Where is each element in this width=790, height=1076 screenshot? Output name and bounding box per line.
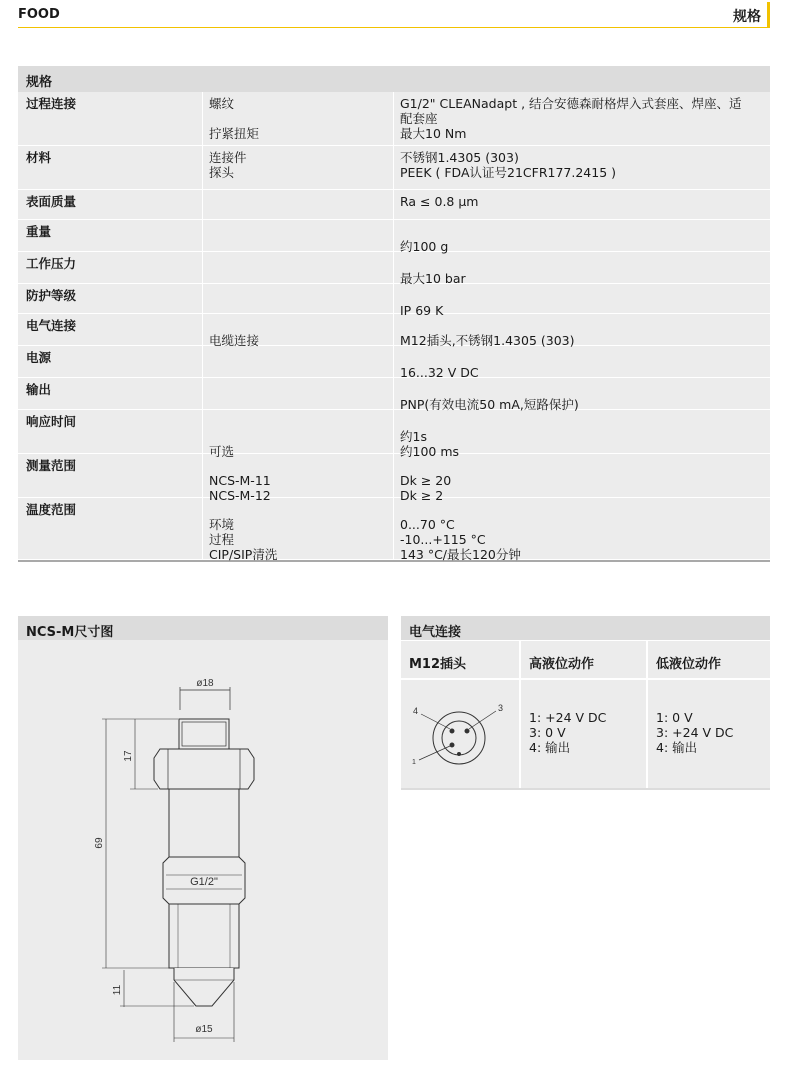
spec-sublabel: 连接件 [209,150,247,165]
spec-value: PEEK ( FDA认证号21CFR177.2415 ) [400,165,617,180]
low-pin-4: 4: 输出 [656,740,698,755]
spec-sublabel: 探头 [209,165,235,180]
pin-3-label: 3 [498,703,504,713]
spec-row [18,252,770,284]
dimension-drawing [18,640,388,1060]
electrical-column-headers [401,640,770,678]
spec-value [400,502,756,517]
spec-value [400,382,756,397]
spec-value [400,288,756,303]
spec-row-label: 温度范围 [26,502,77,517]
spec-row-label: 电源 [26,350,52,365]
spec-sublabel: 环境 [209,517,235,532]
spec-sublabel [209,111,393,126]
spec-row-values [394,190,770,219]
spec-value: 0...70 °C [400,517,455,532]
spec-row-label: 输出 [26,382,52,397]
page-header-bar [18,2,770,28]
spec-sublabel [209,414,393,429]
spec-row-values [394,410,770,459]
spec-row-sublabels [202,92,394,145]
spec-sublabel: 电缆连接 [209,333,260,348]
spec-sublabel [209,502,393,517]
spec-row [18,498,770,560]
spec-value [400,256,756,271]
spec-row-sublabels [202,498,394,562]
electrical-wiring-row [401,678,770,788]
spec-value [400,414,756,429]
spec-row-sublabels [202,284,394,313]
spec-sublabel [209,458,393,473]
spec-sublabel: 螺纹 [209,96,235,111]
page-title: 规格 [733,9,761,25]
spec-row [18,190,770,220]
dim-thread-label: G1/2" [190,876,218,888]
spec-row-sublabels [202,146,394,189]
m12-connector-icon [401,680,521,788]
high-pin-1: 1: +24 V DC [529,710,607,725]
spec-row [18,454,770,503]
dim-total-height: 69 [94,837,105,849]
low-level-wiring [648,680,770,788]
spec-table [18,66,770,562]
high-pin-4: 4: 输出 [529,740,571,755]
spec-row-values [394,346,770,380]
spec-row-values [394,146,770,189]
spec-value [400,318,756,333]
spec-value: 143 °C/最长120分钟 [400,547,521,562]
spec-row-sublabels [202,454,394,503]
spec-value: Dk ≥ 20 [400,473,452,488]
spec-row-label: 测量范围 [26,458,77,473]
spec-row [18,146,770,190]
divider [401,788,770,790]
spec-sublabel [209,429,393,444]
spec-row-values [394,220,770,254]
low-pin-3: 3: +24 V DC [656,725,734,740]
spec-value: IP 69 K [400,303,444,318]
dim-thread-height: 17 [123,750,134,762]
spec-row-sublabels [202,190,394,219]
spec-row-label: 表面质量 [26,194,77,209]
spec-row [18,92,770,146]
spec-row-label: 材料 [26,150,52,165]
spec-value: 不锈钢1.4305 (303) [400,150,519,165]
spec-value: PNP(有效电流50 mA,短路保护) [400,397,579,412]
spec-row [18,314,770,346]
electrical-connection-panel [401,616,770,790]
high-pin-3: 3: 0 V [529,725,566,740]
spec-row-sublabels [202,314,394,348]
column-low-level: 低液位动作 [656,657,722,672]
spec-rows [18,92,770,560]
spec-value: 约100 g [400,239,449,254]
spec-value: G1/2" CLEANadapt , 结合安德森耐格焊入式套座、焊座、适 [400,96,742,111]
spec-row-label: 重量 [26,224,52,239]
spec-value: 16...32 V DC [400,365,479,380]
spec-value [400,350,756,365]
spec-value: 最大10 Nm [400,126,467,141]
pin-1-label: 1 [412,759,416,766]
spec-table-title: 规格 [18,66,770,92]
electrical-connection-title: 电气连接 [401,616,770,640]
dim-tip-height: 11 [112,984,123,996]
spec-row-label: 过程连接 [26,96,77,111]
spec-row-sublabels [202,220,394,251]
spec-value: -10...+115 °C [400,532,486,547]
spec-value: 约1s [400,429,427,444]
spec-row-sublabels [202,410,394,459]
spec-row-label: 防护等级 [26,288,77,303]
spec-value: 最大10 bar [400,271,466,286]
spec-row-sublabels [202,346,394,377]
dim-tip-diameter: ø15 [195,1024,213,1035]
low-pin-1: 1: 0 V [656,710,693,725]
spec-row-sublabels [202,252,394,283]
spec-sublabel: NCS-M-12 [209,488,271,503]
spec-row-label: 电气连接 [26,318,77,333]
spec-row-values [394,454,770,503]
m12-pin-diagram [401,680,521,788]
spec-value: Dk ≥ 2 [400,488,444,503]
spec-row-label: 工作压力 [26,256,77,271]
high-level-wiring [521,680,648,788]
spec-row-values [394,498,770,562]
spec-value [400,458,756,473]
spec-row-sublabels [202,378,394,409]
spec-sublabel: 拧紧扭矩 [209,126,260,141]
column-high-level: 高液位动作 [521,641,648,678]
column-m12-plug: M12插头 [401,641,521,678]
spec-row-values [394,284,770,318]
spec-row [18,378,770,410]
spec-value [400,224,756,239]
spec-sublabel: 过程 [209,532,235,547]
spec-row [18,346,770,378]
section-label: FOOD [18,7,60,22]
spec-row-values [394,92,770,145]
spec-sublabel: NCS-M-11 [209,473,271,488]
spec-sublabel: CIP/SIP清洗 [209,547,278,562]
spec-row-values [394,378,770,412]
spec-value: M12插头,不锈钢1.4305 (303) [400,333,575,348]
spec-value: 约100 ms [400,444,460,459]
spec-value: Ra ≤ 0.8 µm [400,194,479,209]
spec-sublabel: 可选 [209,444,235,459]
pin-4-label: 4 [413,706,419,716]
spec-sublabel [209,318,393,333]
spec-row [18,410,770,459]
spec-row [18,284,770,318]
spec-row [18,220,770,252]
spec-row-label: 响应时间 [26,414,77,429]
spec-row-values [394,252,770,286]
dimension-drawing-title: NCS-M尺寸图 [18,616,388,640]
dim-top-diameter: ø18 [196,678,214,689]
dimension-drawing-panel [18,616,388,1060]
spec-row-values [394,314,770,348]
spec-value: 配套座 [400,111,438,126]
